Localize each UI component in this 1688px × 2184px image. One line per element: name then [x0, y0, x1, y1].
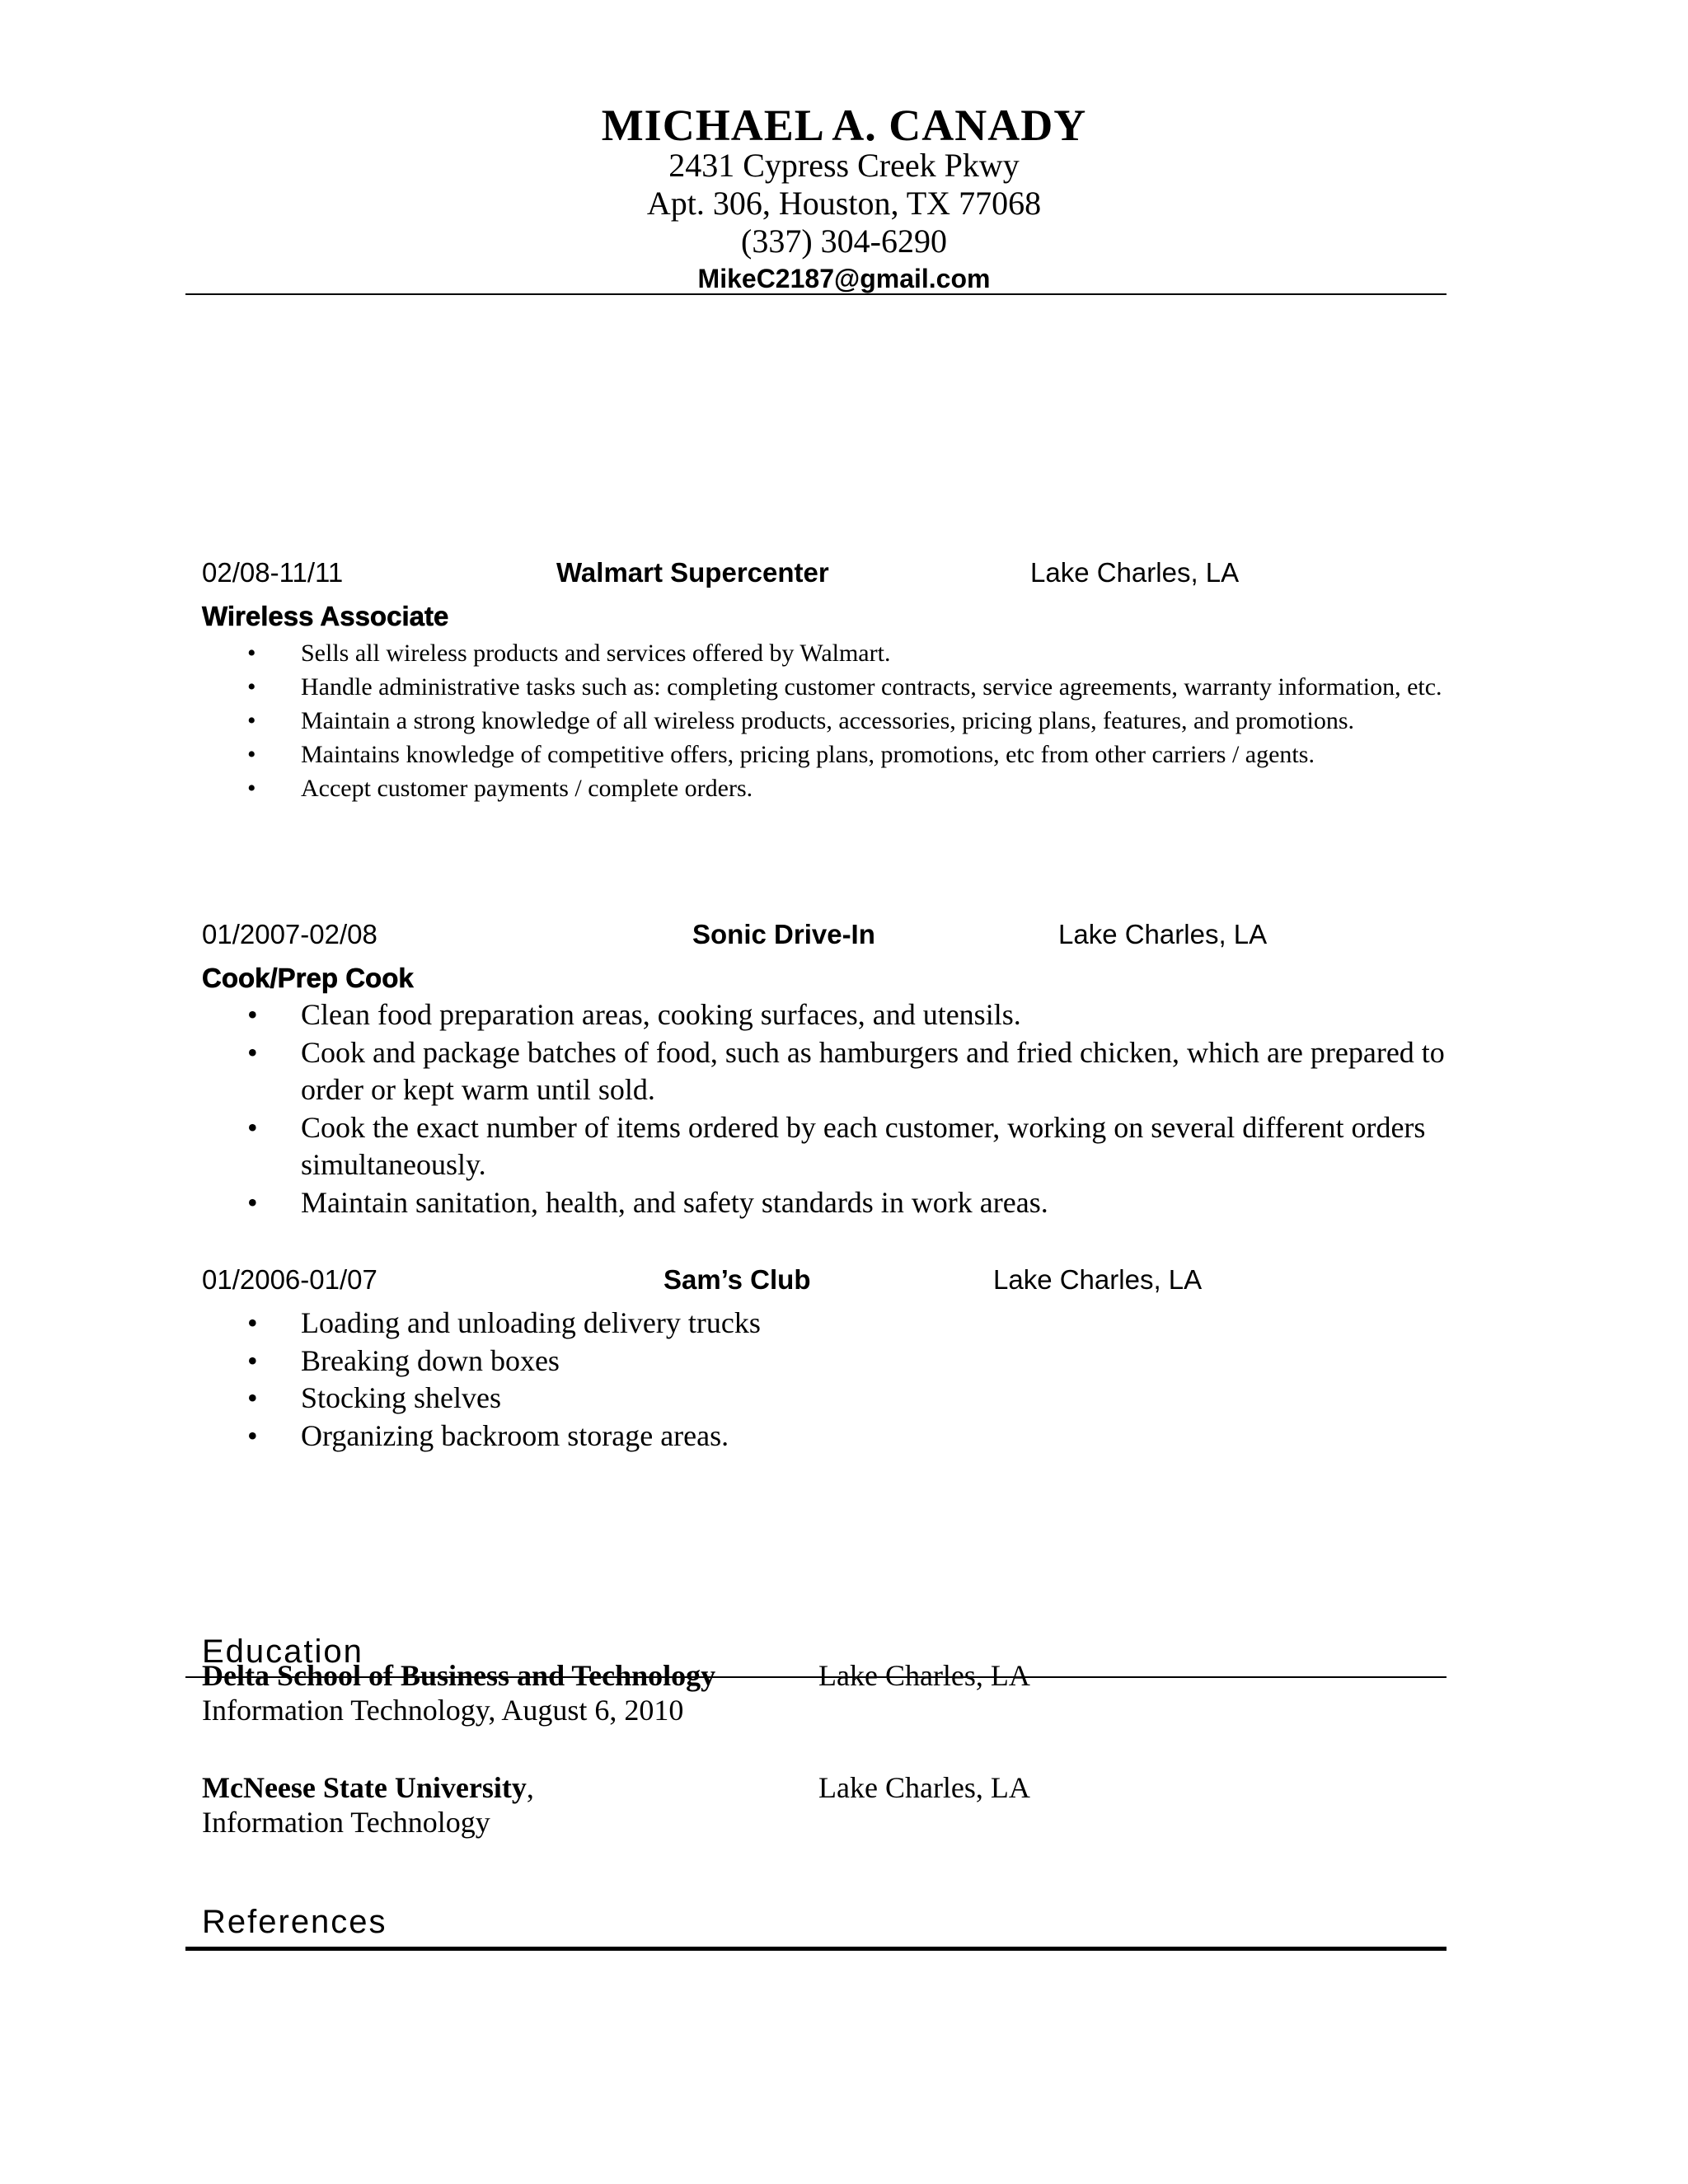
job-1-duties: [202, 636, 1455, 805]
education-2-location: Lake Charles, LA: [818, 1771, 1030, 1804]
email-address: MikeC2187@gmail.com: [697, 264, 991, 293]
job-3-location: Lake Charles, LA: [993, 1264, 1203, 1295]
list-item: • Maintain a strong knowledge of all wireless products, accessories, pricing plans, features, and promotions.: [202, 704, 1455, 738]
education-2-school-suffix: ,: [526, 1771, 534, 1804]
references-divider: [185, 1947, 1447, 1951]
list-item: • Accept customer payments / complete orders.: [202, 771, 1455, 805]
list-item: • Sells all wireless products and services offered by Walmart.: [202, 636, 1455, 670]
list-item: • Loading and unloading delivery trucks: [202, 1305, 1455, 1343]
education-heading: Education: [202, 1633, 363, 1670]
job-2-employer: Sonic Drive-In: [692, 919, 875, 949]
education-1-program: Information Technology, August 6, 2010: [202, 1694, 684, 1727]
header-divider: [185, 293, 1447, 295]
list-item: • Cook and package batches of food, such as hamburgers and fried chicken, which are prepared to order or kept warm until sold.: [202, 1034, 1455, 1109]
education-2-school-line: [202, 1770, 534, 1805]
job-1-dates: 02/08-11/11: [202, 557, 344, 588]
candidate-name: MICHAEL A. CANADY: [601, 101, 1087, 150]
list-item: • Clean food preparation areas, cooking surfaces, and utensils.: [202, 996, 1455, 1034]
list-item: • Breaking down boxes: [202, 1343, 1455, 1380]
job-1-employer: Walmart Supercenter: [556, 557, 829, 588]
references-heading: References: [202, 1904, 387, 1940]
phone-number: (337) 304-6290: [741, 223, 947, 260]
job-3-dates: 01/2006-01/07: [202, 1264, 377, 1295]
education-2-school: McNeese State University: [202, 1771, 527, 1804]
education-2-program: Information Technology: [202, 1806, 490, 1839]
job-1-location: Lake Charles, LA: [1030, 557, 1240, 588]
job-2-dates: 01/2007-02/08: [202, 919, 377, 949]
list-item: • Organizing backroom storage areas.: [202, 1418, 1455, 1455]
list-item: • Maintains knowledge of competitive offers, pricing plans, promotions, etc from other carriers / agents.: [202, 738, 1455, 771]
education-1-school: Delta School of Business and Technology: [202, 1659, 716, 1692]
job-3-duties: [202, 1305, 1455, 1455]
job-2-title: Cook/Prep Cook: [202, 963, 414, 993]
list-item: • Maintain sanitation, health, and safety standards in work areas.: [202, 1184, 1455, 1222]
job-3-employer: Sam’s Club: [663, 1264, 811, 1295]
list-item: • Handle administrative tasks such as: completing customer contracts, service agreements, warranty information, etc.: [202, 670, 1455, 704]
address-line-2: Apt. 306, Houston, TX 77068: [646, 185, 1042, 222]
job-1-title: Wireless Associate: [202, 601, 449, 631]
education-1-location: Lake Charles, LA: [818, 1659, 1030, 1692]
job-2-duties: [202, 996, 1455, 1221]
address-line-1: 2431 Cypress Creek Pkwy: [668, 147, 1020, 184]
list-item: • Cook the exact number of items ordered by each customer, working on several different orders simultaneously.: [202, 1109, 1455, 1184]
list-item: • Stocking shelves: [202, 1380, 1455, 1418]
job-2-location: Lake Charles, LA: [1058, 919, 1268, 949]
